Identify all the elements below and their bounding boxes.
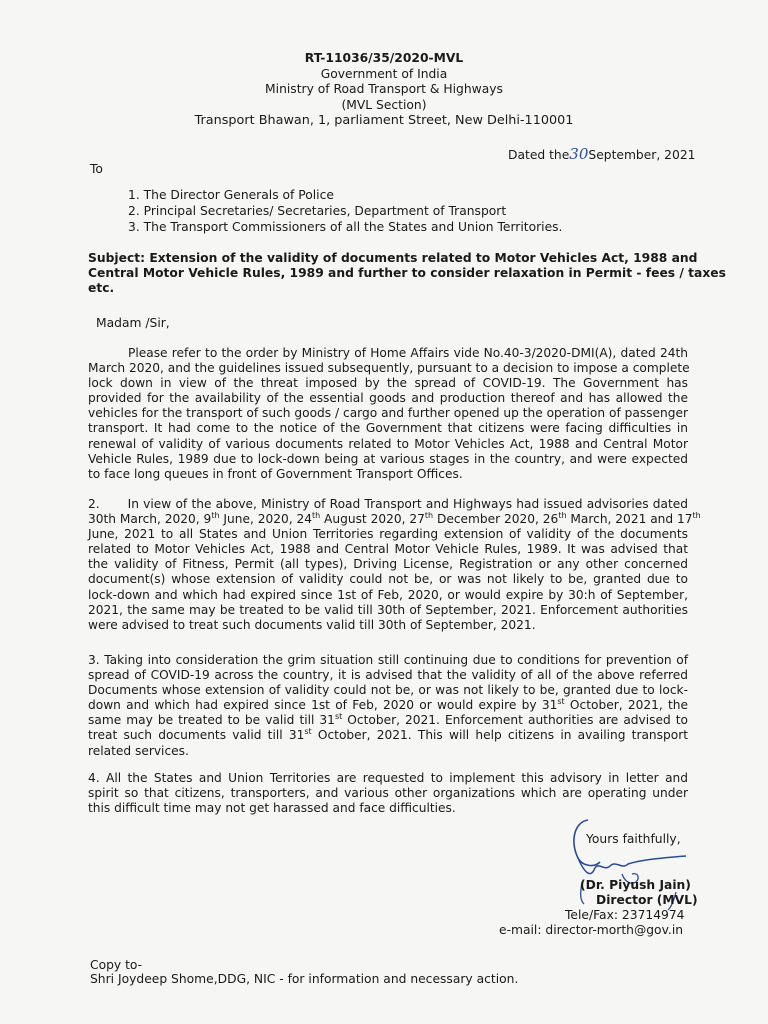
recipient-2: 2. Principal Secretaries/ Secretaries, Department of Transport xyxy=(128,203,507,218)
superscript: th xyxy=(311,511,321,521)
government-name: Government of India xyxy=(320,66,448,81)
superscript: th xyxy=(211,511,220,521)
date-line xyxy=(508,147,695,163)
letterhead xyxy=(0,51,768,129)
paragraph-line: renewal of validity of various documents related to Motor Vehicles Act, 1988 and Central Motor xyxy=(88,436,688,451)
subject-line: Central Motor Vehicle Rules, 1989 and further to consider relaxation in Permit - fees / taxes xyxy=(88,266,726,281)
signatory-name: (Dr. Piyush Jain) xyxy=(580,878,691,892)
paragraph-text: October, 2021. This will help citizens in availing transport xyxy=(311,728,688,743)
paragraph-text: March, 2021 and 17 xyxy=(566,512,693,527)
subject-line: Subject: Extension of the validity of documents related to Motor Vehicles Act, 1988 and xyxy=(88,251,698,265)
superscript: th xyxy=(558,511,567,521)
paragraph-line: related services. xyxy=(88,743,189,758)
recipient-3: 3. The Transport Commissioners of all the States and Union Territories. xyxy=(128,219,563,234)
paragraph-line: related to Motor Vehicles Act, 1988 and Central Motor Vehicle Rules, 1989. It was advised that xyxy=(88,542,688,557)
paragraph-number: 2. xyxy=(88,497,100,511)
paragraph-line: spread of COVID-19 across the country, it is advised that the validity of all of the above referred xyxy=(88,668,688,683)
paragraph-line: vehicles for the transport of such goods / cargo and further opened up the operation of passenger xyxy=(88,406,688,421)
salutation: Madam /Sir, xyxy=(96,316,170,330)
paragraph-line: Documents whose extension of validity could not be, or was not likely to be, granted due to lock- xyxy=(88,683,688,698)
date-prefix: Dated the xyxy=(508,148,570,162)
paragraph-line: were advised to treat such documents valid till 30th of September, 2021. xyxy=(88,617,536,632)
paragraph-text: August 2020, 27 xyxy=(320,512,425,527)
signatory-designation: Director (MVL) xyxy=(596,893,698,907)
to-label: To xyxy=(90,162,103,176)
paragraph-line: lock-down and which had expired since 1st of Feb, 2020, or would expire by 30:h of September, xyxy=(88,587,688,602)
paragraph-line: spirit so that citizens, transporters, and various other organizations which are operating under xyxy=(88,786,688,801)
paragraph-line: 3. Taking into consideration the grim situation still continuing due to conditions for prevention of xyxy=(88,653,688,667)
paragraph-text: 30th March, 2020, 9 xyxy=(88,512,212,527)
paragraph-2 xyxy=(88,497,701,633)
paragraph-line xyxy=(88,698,688,713)
paragraph-line: Vehicle Rules, 1989 due to lock-down being at various stages in the country, and were expected xyxy=(88,451,688,466)
paragraph-text: June, 2020, 24 xyxy=(219,512,312,527)
paragraph-line xyxy=(88,511,701,527)
paragraph-line: provided for the availability of the essential goods and production thereof and has allowed the xyxy=(88,391,688,406)
paragraph-line: lock down in view of the threat imposed by the spread of COVID-19. The Government has xyxy=(88,376,688,391)
paragraph-4 xyxy=(88,771,688,816)
paragraph-line: to face long queues in front of Government Transport Offices. xyxy=(88,466,463,481)
date-suffix: September, 2021 xyxy=(588,148,696,162)
paragraph-line: Please refer to the order by Ministry of Home Affairs vide No.40-3/2020-DMI(A), dated 24th xyxy=(128,346,688,360)
paragraph-1 xyxy=(88,346,688,482)
paragraph-line: this difficult time may not get harassed and face difficulties. xyxy=(88,801,456,816)
superscript: st xyxy=(304,727,312,737)
section-name: (MVL Section) xyxy=(341,97,427,112)
paragraph-line: transport. It had come to the notice of the Government that citizens were facing difficulties in xyxy=(88,421,688,436)
paragraph-text: December 2020, 26 xyxy=(433,512,559,527)
handwritten-day: 30 xyxy=(569,145,589,163)
copy-label: Copy to- xyxy=(90,958,143,972)
subject xyxy=(88,251,726,296)
paragraph-line xyxy=(88,497,688,512)
paragraph-line: 2021, the same may be treated to be valid till 30th of September, 2021. Enforcement authorities xyxy=(88,602,688,617)
paragraph-text: down and which had expired since 1st of Feb, 2020 or would expire by 31 xyxy=(88,698,558,713)
paragraph-text: October, 2021. Enforcement authorities are advised to xyxy=(342,713,688,728)
paragraph-line xyxy=(88,728,688,743)
closing: Yours faithfully, xyxy=(586,832,681,846)
email: e-mail: director-morth@gov.in xyxy=(499,923,684,937)
ministry-name: Ministry of Road Transport & Highways xyxy=(265,82,503,97)
superscript: st xyxy=(334,712,343,722)
address: Transport Bhawan, 1, parliament Street, New Delhi-110001 xyxy=(194,113,574,129)
copy-recipient: Shri Joydeep Shome,DDG, NIC - for information and necessary action. xyxy=(90,972,519,986)
paragraph-text: same may be treated to be valid till 31 xyxy=(88,713,335,728)
superscript: th xyxy=(692,511,701,521)
paragraph-line: 4. All the States and Union Territories are requested to implement this advisory in letter and xyxy=(88,771,688,785)
recipient-1: 1. The Director Generals of Police xyxy=(128,188,334,202)
paragraph-line: the validity of Fitness, Permit (all types), Driving License, Registration or any other concerned xyxy=(88,557,688,572)
subject-line: etc. xyxy=(88,281,115,296)
reference-number: RT-11036/35/2020-MVL xyxy=(304,51,464,65)
paragraph-text: In view of the above, Ministry of Road Transport and Highways had issued advisories dated xyxy=(127,497,688,511)
recipient-list xyxy=(128,188,562,235)
paragraph-line: document(s) whose extension of validity could not be, or was not likely to be, granted due to xyxy=(88,572,688,587)
superscript: th xyxy=(424,511,434,521)
paragraph-line xyxy=(88,713,688,728)
paragraph-3 xyxy=(88,653,688,759)
paragraph-line: March 2020, and the guidelines issued subsequently, pursuant to a decision to impose a complete xyxy=(88,361,690,376)
paragraph-line: June, 2021 to all States and Union Territories regarding extension of validity of the documents xyxy=(88,527,688,542)
telefax: Tele/Fax: 23714974 xyxy=(565,908,685,922)
paragraph-text: treat such documents valid till 31 xyxy=(88,728,305,743)
paragraph-text: October, 2021, the xyxy=(564,698,689,713)
superscript: st xyxy=(557,697,565,707)
